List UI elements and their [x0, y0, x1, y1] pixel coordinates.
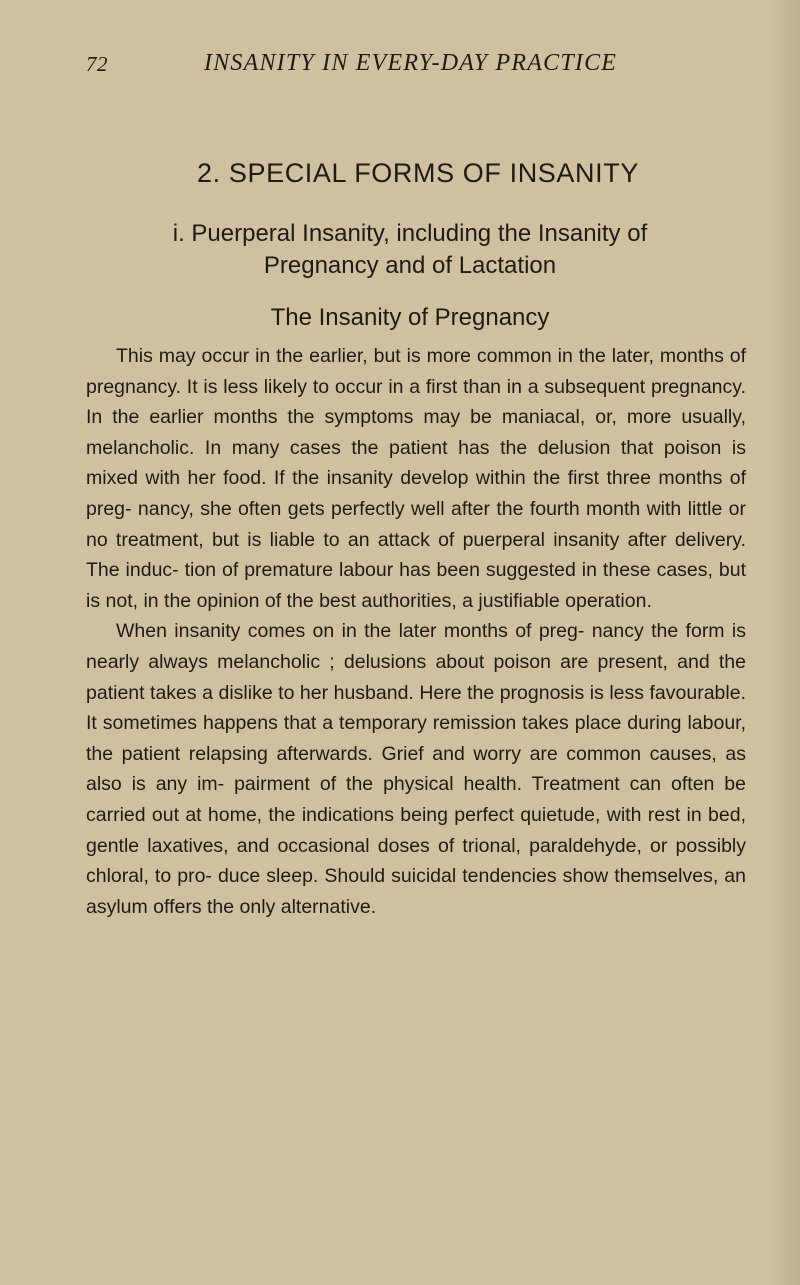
- paragraph: This may occur in the earlier, but is more common in the later, months of pregnancy. It is less likely to occur in a first than in a subsequent pregnancy. In the earlier months the symptoms may be maniacal, or, more usually, melancholic. In many cases the patient has the delusion that poison is mixed with her food. If the insanity develop within the first three months of preg- nancy, she often gets perfectly well after the fourth month with little or no treatment, but is liable to an attack of puerperal insanity after delivery. The induc- tion of premature labour has been suggested in these cases, but is not, in the opinion of the best authorities, a justifiable operation.: [86, 345, 746, 612]
- topic-heading: The Insanity of Pregnancy: [270, 304, 550, 331]
- paragraph: When insanity comes on in the later months of preg- nancy the form is nearly always melancholic ; delusions about poison are present, and the patient takes a dislike to her husband. Here the prognosis is less favourable. It sometimes happens that a temporary remission takes place during labour, the patient relapsing afterwards. Grief and worry are common causes, as also is any im- pairment of the physical health. Treatment can often be carried out at home, the indications being perfect quietude, with rest in bed, gentle laxatives, and occasional doses of trional, paraldehyde, or possibly chloral, to pro- duce sleep. Should suicidal tendencies show themselves, an asylum offers the only alternative.: [86, 620, 746, 918]
- subsection-heading-line-2: Pregnancy and of Lactation: [263, 252, 557, 279]
- page-number: 72: [86, 52, 108, 76]
- subsection-heading-line-1: i. Puerperal Insanity, including the Insanity of: [172, 220, 648, 247]
- body-text: [86, 341, 746, 922]
- section-heading: 2. SPECIAL FORMS OF INSANITY: [197, 158, 639, 188]
- running-title: INSANITY IN EVERY-DAY PRACTICE: [204, 50, 618, 76]
- running-head: [0, 48, 800, 80]
- subsection-heading: [60, 218, 760, 282]
